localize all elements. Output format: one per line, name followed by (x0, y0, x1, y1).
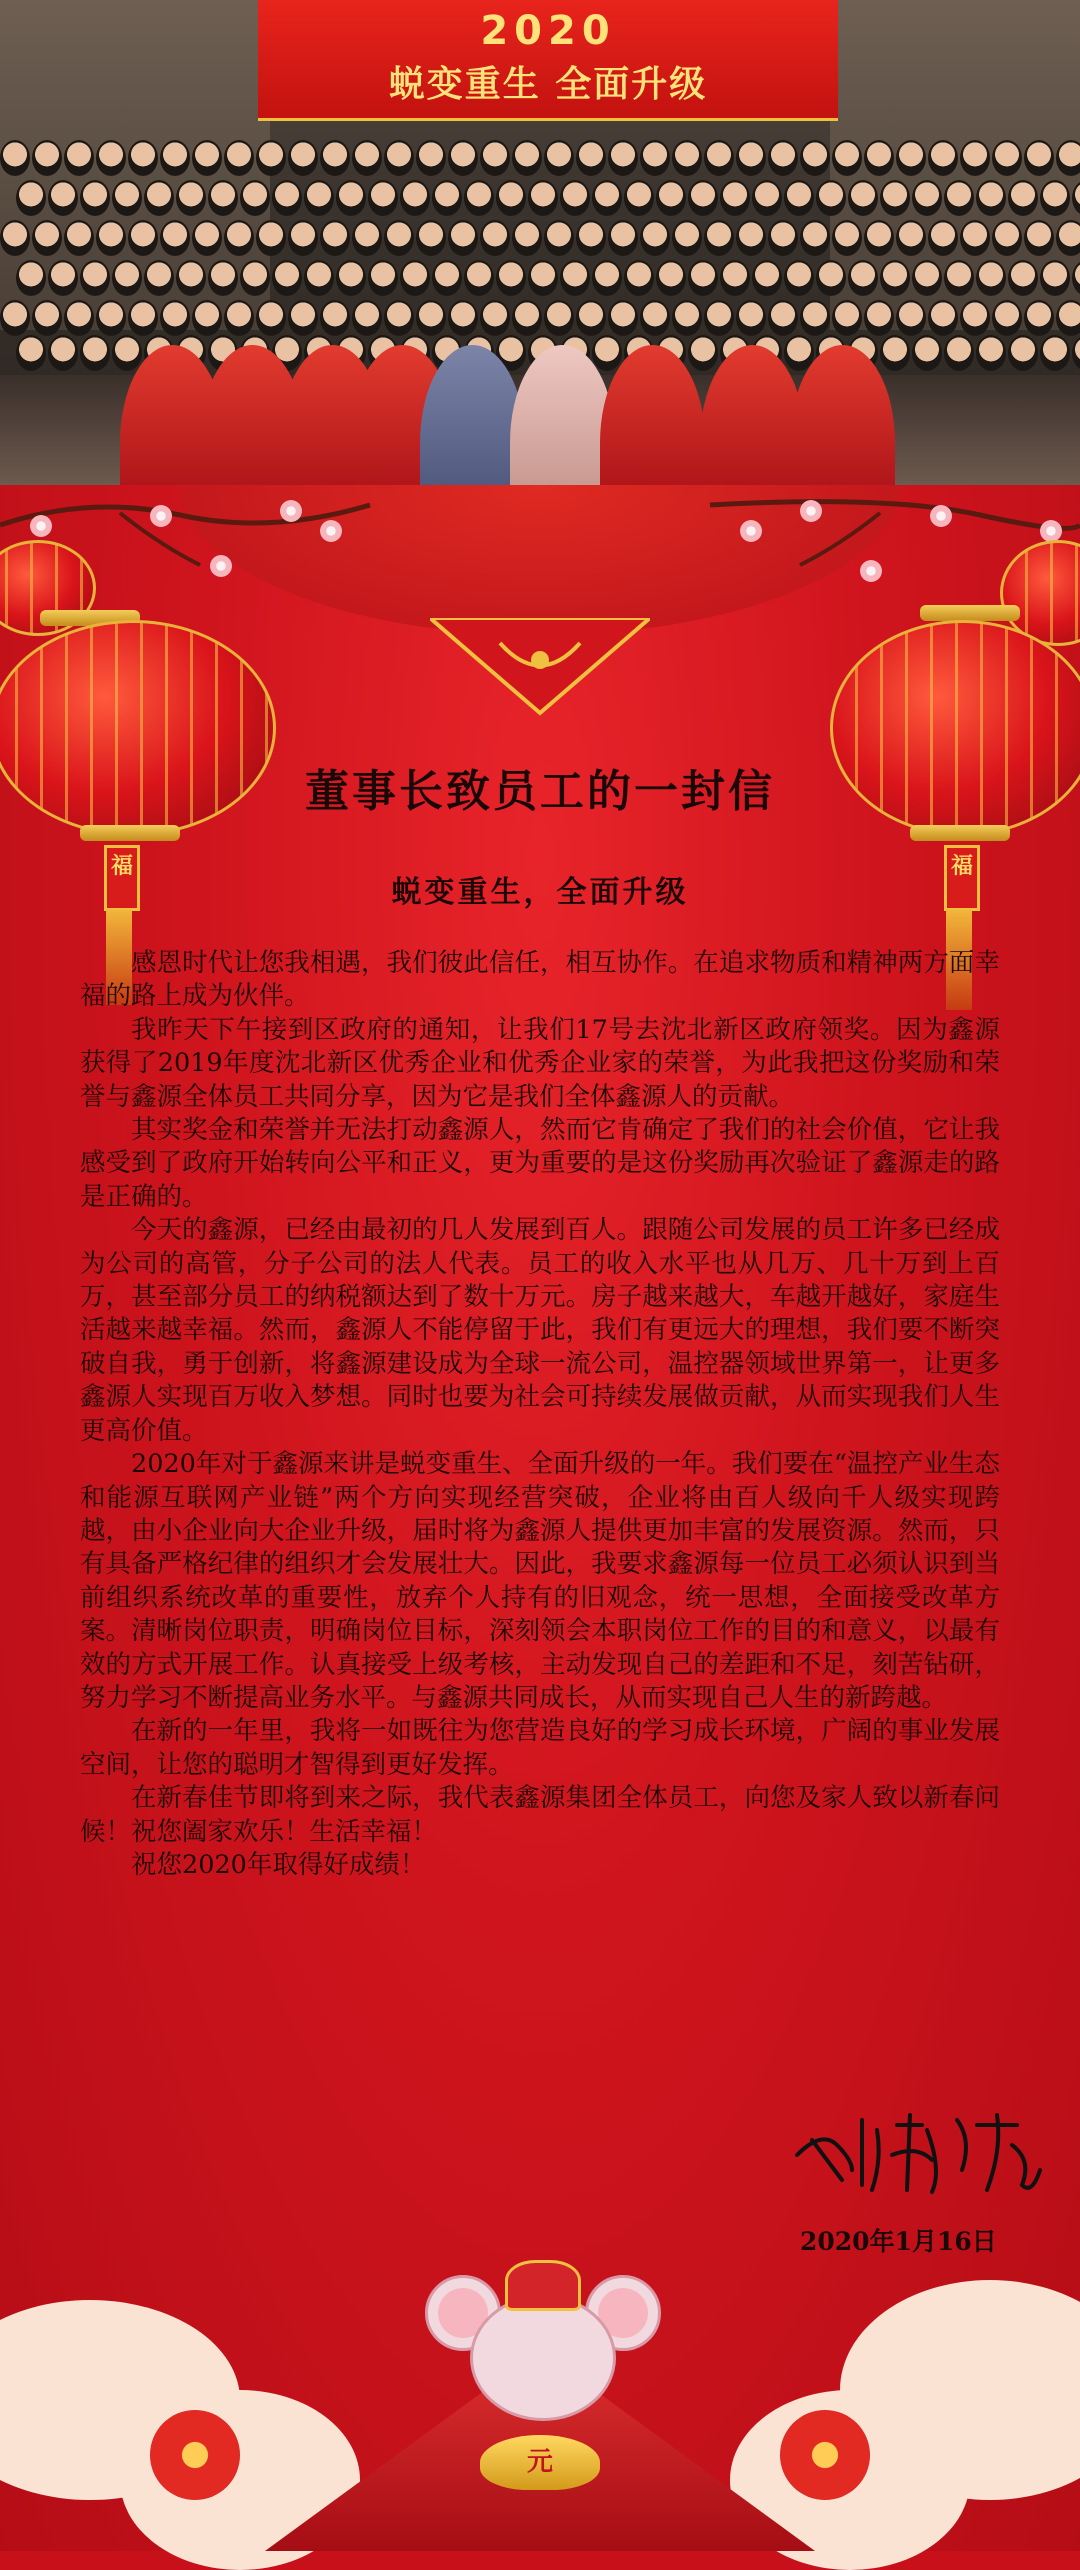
person-head (864, 300, 894, 336)
lantern-cap (920, 605, 1020, 621)
person-head (272, 260, 302, 296)
person-head (800, 220, 830, 256)
person-head (304, 180, 334, 216)
person-head (944, 180, 974, 216)
person-head (96, 300, 126, 336)
person-head (1056, 300, 1080, 336)
person-head (336, 260, 366, 296)
person-head (208, 260, 238, 296)
person-head (784, 260, 814, 296)
person-head (448, 140, 478, 176)
person-head (432, 260, 462, 296)
person-head (64, 220, 94, 256)
person-head (384, 300, 414, 336)
ingot-character: 元 (526, 2447, 553, 2477)
person-head (416, 300, 446, 336)
person-head (832, 140, 862, 176)
person-head (704, 140, 734, 176)
person-head (576, 140, 606, 176)
person-head (1072, 335, 1080, 371)
plum-blossom (30, 515, 52, 537)
person-head (128, 220, 158, 256)
person-head (512, 220, 542, 256)
person-head (912, 260, 942, 296)
person-head (592, 335, 622, 371)
person-head (896, 220, 926, 256)
person-head (944, 335, 974, 371)
person-head (176, 180, 206, 216)
person-head (496, 180, 526, 216)
person-head (496, 260, 526, 296)
lantern-tag-fu: 福 (104, 845, 140, 911)
person-head (864, 220, 894, 256)
person-head (832, 300, 862, 336)
plum-blossom (800, 500, 822, 522)
person-head (592, 260, 622, 296)
person-head (1008, 335, 1038, 371)
person-head (112, 260, 142, 296)
person-head (816, 180, 846, 216)
person-head (0, 220, 30, 256)
person-head (592, 180, 622, 216)
person-head (720, 260, 750, 296)
handwritten-signature (782, 2100, 1042, 2200)
person-head (224, 140, 254, 176)
person-head (304, 260, 334, 296)
person-head (1040, 260, 1070, 296)
person-head (448, 220, 478, 256)
person-head (768, 140, 798, 176)
person-head (976, 335, 1006, 371)
person-head (560, 260, 590, 296)
person-head (512, 140, 542, 176)
person-head (672, 140, 702, 176)
person-head (32, 300, 62, 336)
plum-blossom (740, 520, 762, 542)
mouse-mascot-icon (470, 2295, 616, 2421)
person-head (1040, 335, 1070, 371)
letter-paragraph-2: 我昨天下午接到区政府的通知，让我们17号去沈北新区政府领奖。因为鑫源获得了2019年度沈北新区优秀企业和优秀企业家的荣誉，为此我把这份奖励和荣誉与鑫源全体员工共同分享，因为它是我们全体鑫源人的贡献。 (80, 1014, 1000, 1112)
person-head (800, 300, 830, 336)
person-head (896, 140, 926, 176)
lantern-tag-fu: 福 (944, 845, 980, 911)
person-head (512, 300, 542, 336)
person-head (752, 180, 782, 216)
person-head (160, 140, 190, 176)
person-head (288, 220, 318, 256)
person-head (1040, 180, 1070, 216)
plum-blossom (930, 505, 952, 527)
person-head (192, 220, 222, 256)
person-head (48, 335, 78, 371)
person-head (1072, 260, 1080, 296)
person-head (1024, 300, 1054, 336)
person-head (368, 260, 398, 296)
person-head (624, 260, 654, 296)
person-head (448, 300, 478, 336)
plum-blossom (210, 555, 232, 577)
person-head (400, 180, 430, 216)
person-head (880, 180, 910, 216)
person-head (240, 260, 270, 296)
person-head (16, 180, 46, 216)
person-head (544, 140, 574, 176)
person-head (688, 335, 718, 371)
person-head (832, 220, 862, 256)
person-head (48, 180, 78, 216)
person-head (848, 260, 878, 296)
person-head (208, 180, 238, 216)
letter-paragraph-4: 今天的鑫源，已经由最初的几人发展到百人。跟随公司发展的员工许多已经成为公司的高管，分子公司的法人代表。员工的收入水平也从几万、几十万到上百万，甚至部分员工的纳税额达到了数十万元。房子越来越大，车越开越好，家庭生活越来越幸福。然而，鑫源人不能停留于此，我们有更远大的理想，我们要不断突破自我，勇于创新，将鑫源建设成为全球一流公司，温控器领域世界第一，让更多鑫源人实现百万收入梦想。同时也要为社会可持续发展做贡献，从而实现我们人生更高价值。 (80, 1215, 1000, 1446)
person-head (64, 140, 94, 176)
letter-title: 董事长致员工的一封信 (305, 766, 775, 817)
plum-blossom (150, 505, 172, 527)
person-head (560, 180, 590, 216)
person-head (1008, 260, 1038, 296)
person-head (384, 220, 414, 256)
gold-ribbon-ornament (430, 618, 650, 718)
person-head (912, 180, 942, 216)
person-head (992, 300, 1022, 336)
person-head (960, 220, 990, 256)
letter-paragraph-5: 2020年对于鑫源来讲是蜕变重生、全面升级的一年。我们要在“温控产业生态和能源互联网产业链”两个方向实现经营突破，企业将由百人级向千人级实现跨越，由小企业向大企业升级，届时将为鑫源人提供更加丰富的发展资源。然而，只有具备严格纪律的组织才会发展壮大。因此，我要求鑫源每一位员工必须认识到当前组织系统改革的重要性，放弃个人持有的旧观念，统一思想，全面接受改革方案。清晰岗位职责，明确岗位目标，深刻领会本职岗位工作的目的和意义，以最有效的方式开展工作。认真接受上级考核，主动发现自己的差距和不足，刻苦钻研，努力学习不断提高业务水平。与鑫源共同成长，从而实现自己人生的新跨越。 (80, 1449, 1000, 1713)
person-head (960, 300, 990, 336)
gold-ingot-icon (480, 2435, 600, 2490)
person-head (1024, 140, 1054, 176)
person-head (576, 220, 606, 256)
person-head (736, 220, 766, 256)
person-head (256, 140, 286, 176)
person-head (672, 300, 702, 336)
person-head (1024, 220, 1054, 256)
person-head (976, 260, 1006, 296)
person-head (80, 180, 110, 216)
person-head (992, 140, 1022, 176)
person-head (160, 300, 190, 336)
person-head (288, 300, 318, 336)
person-head (768, 220, 798, 256)
mouse-hat (505, 2260, 581, 2311)
person-head (272, 180, 302, 216)
person-head (64, 300, 94, 336)
person-head (864, 140, 894, 176)
person-head (352, 220, 382, 256)
person-head (16, 335, 46, 371)
person-head (112, 180, 142, 216)
person-head (1056, 140, 1080, 176)
person-head (880, 260, 910, 296)
person-head (128, 300, 158, 336)
person-head (928, 300, 958, 336)
letter-subtitle: 蜕变重生，全面升级 (391, 875, 689, 910)
person-head (544, 220, 574, 256)
person-head (544, 300, 574, 336)
person-head (784, 180, 814, 216)
person-head (400, 260, 430, 296)
stage-banner (258, 0, 838, 121)
group-photo (0, 0, 1080, 485)
person-head (320, 300, 350, 336)
person-head (656, 260, 686, 296)
person-head (768, 300, 798, 336)
person-head (688, 260, 718, 296)
person-head (608, 140, 638, 176)
person-head (0, 140, 30, 176)
person-head (912, 335, 942, 371)
person-head (368, 180, 398, 216)
person-head (672, 220, 702, 256)
person-head (688, 180, 718, 216)
red-flower (780, 2410, 870, 2500)
person-head (256, 300, 286, 336)
person-head (528, 180, 558, 216)
person-head (464, 180, 494, 216)
bottom-decoration (0, 2240, 1080, 2551)
banner-slogan: 蜕变重生 全面升级 (388, 64, 708, 105)
person-head (576, 300, 606, 336)
letter-date: 2020年1月16日 (800, 2227, 997, 2256)
person-head (480, 140, 510, 176)
person-head (944, 260, 974, 296)
plum-blossom (280, 500, 302, 522)
letter-paragraph-8: 祝您2020年取得好成绩！ (131, 1849, 426, 1880)
person-head (256, 220, 286, 256)
person-head (80, 260, 110, 296)
person-head (96, 220, 126, 256)
person-head (480, 220, 510, 256)
person-head (1072, 180, 1080, 216)
person-head (848, 180, 878, 216)
person-head (992, 220, 1022, 256)
banner-year: 2020 (480, 8, 616, 54)
person-head (48, 260, 78, 296)
letter-body (80, 755, 1000, 1882)
person-head (704, 300, 734, 336)
person-head (80, 335, 110, 371)
person-head (816, 260, 846, 296)
person-head (928, 220, 958, 256)
person-head (608, 300, 638, 336)
person-head (1008, 180, 1038, 216)
person-head (352, 300, 382, 336)
person-head (352, 140, 382, 176)
person-head (608, 220, 638, 256)
person-head (656, 180, 686, 216)
person-head (160, 220, 190, 256)
person-head (736, 140, 766, 176)
person-head (192, 140, 222, 176)
person-head (96, 140, 126, 176)
plum-blossom (860, 560, 882, 582)
person-head (384, 140, 414, 176)
person-head (144, 260, 174, 296)
person-head (880, 335, 910, 371)
person-head (176, 260, 206, 296)
person-head (704, 220, 734, 256)
person-head (112, 335, 142, 371)
person-head (0, 300, 30, 336)
person-head (32, 220, 62, 256)
person-head (432, 180, 462, 216)
person-head (336, 180, 366, 216)
person-head (192, 300, 222, 336)
letter-paragraph-1: 感恩时代让您我相遇，我们彼此信任，相互协作。在追求物质和精神两方面幸福的路上成为伙伴。 (80, 948, 1000, 1012)
letter-paragraph-3: 其实奖金和荣誉并无法打动鑫源人，然而它肯确定了我们的社会价值，它让我感受到了政府开始转向公平和正义，更为重要的是这份奖励再次验证了鑫源走的路是正确的。 (80, 1115, 1000, 1212)
person-head (976, 180, 1006, 216)
letter-paragraph-6: 在新的一年里，我将一如既往为您营造良好的学习成长环境，广阔的事业发展空间，让您的聪明才智得到更好发挥。 (80, 1716, 1000, 1780)
person-head (416, 220, 446, 256)
person-head (640, 300, 670, 336)
person-head (960, 140, 990, 176)
letter-paragraph-7: 在新春佳节即将到来之际，我代表鑫源集团全体员工，向您及家人致以新春问候！祝您阖家欢乐！生活幸福！ (80, 1783, 1000, 1847)
person-head (464, 260, 494, 296)
person-head (736, 300, 766, 336)
person-head (640, 220, 670, 256)
person-head (288, 140, 318, 176)
person-head (16, 260, 46, 296)
person-head (224, 220, 254, 256)
person-head (480, 300, 510, 336)
person-head (32, 140, 62, 176)
red-flower (150, 2410, 240, 2500)
person-head (624, 180, 654, 216)
person-head (240, 180, 270, 216)
person-head (144, 180, 174, 216)
person-head (320, 220, 350, 256)
person-head (896, 300, 926, 336)
person-head (720, 180, 750, 216)
person-head (752, 260, 782, 296)
plum-blossom (1040, 520, 1062, 542)
person-head (800, 140, 830, 176)
person-head (1056, 220, 1080, 256)
person-head (640, 140, 670, 176)
plum-blossom (320, 520, 342, 542)
person-head (224, 300, 254, 336)
person-head (528, 260, 558, 296)
person-head (320, 140, 350, 176)
person-head (928, 140, 958, 176)
person-head (416, 140, 446, 176)
person-head (128, 140, 158, 176)
